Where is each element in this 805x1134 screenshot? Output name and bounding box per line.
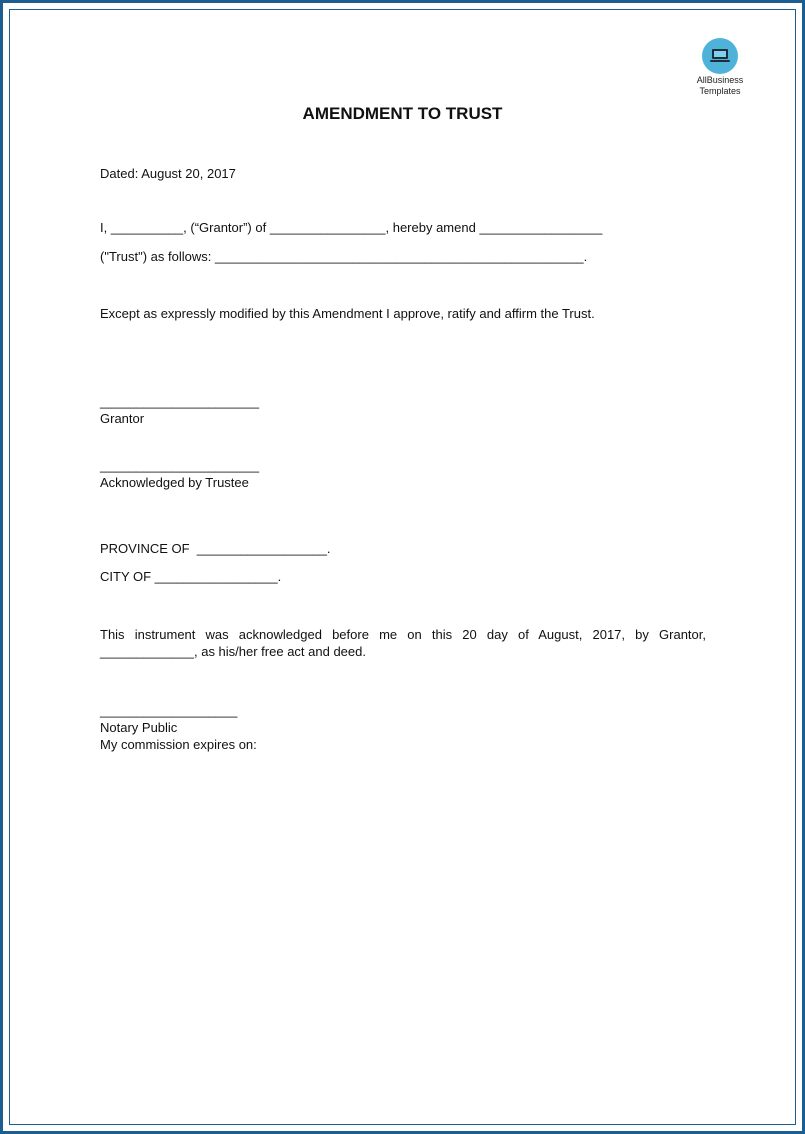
grantor-line: I, __________, (“Grantor”) of ________________, hereby amend _________________ xyxy=(100,220,603,235)
except-line: Except as expressly modified by this Amendment I approve, ratify and affirm the Trust. xyxy=(100,306,595,321)
commission-line: My commission expires on: xyxy=(100,737,257,752)
instrument-line-1: This instrument was acknowledged before me on this 20 day of August, 2017, by Grantor, xyxy=(100,627,706,642)
logo-text-line2: Templates xyxy=(699,86,741,96)
instrument-line-2: _____________, as his/her free act and deed. xyxy=(100,644,366,659)
brand-logo xyxy=(688,38,752,96)
province-line: PROVINCE OF __________________. xyxy=(100,541,331,556)
trustee-label: Acknowledged by Trustee xyxy=(100,475,249,490)
notary-signature-line: ___________________ xyxy=(100,703,238,718)
trust-line: ("Trust") as follows: ___________________________________________________. xyxy=(100,249,588,264)
logo-text-line1: AllBusiness xyxy=(696,75,744,85)
grantor-label: Grantor xyxy=(100,411,145,426)
notary-label: Notary Public xyxy=(100,720,178,735)
document-title: AMENDMENT TO TRUST xyxy=(302,104,503,123)
grantor-signature-line: ______________________ xyxy=(100,394,260,409)
trustee-signature-line: ______________________ xyxy=(100,458,260,473)
city-line: CITY OF _________________. xyxy=(100,569,282,584)
laptop-icon xyxy=(702,38,738,74)
dated-line: Dated: August 20, 2017 xyxy=(100,166,236,181)
